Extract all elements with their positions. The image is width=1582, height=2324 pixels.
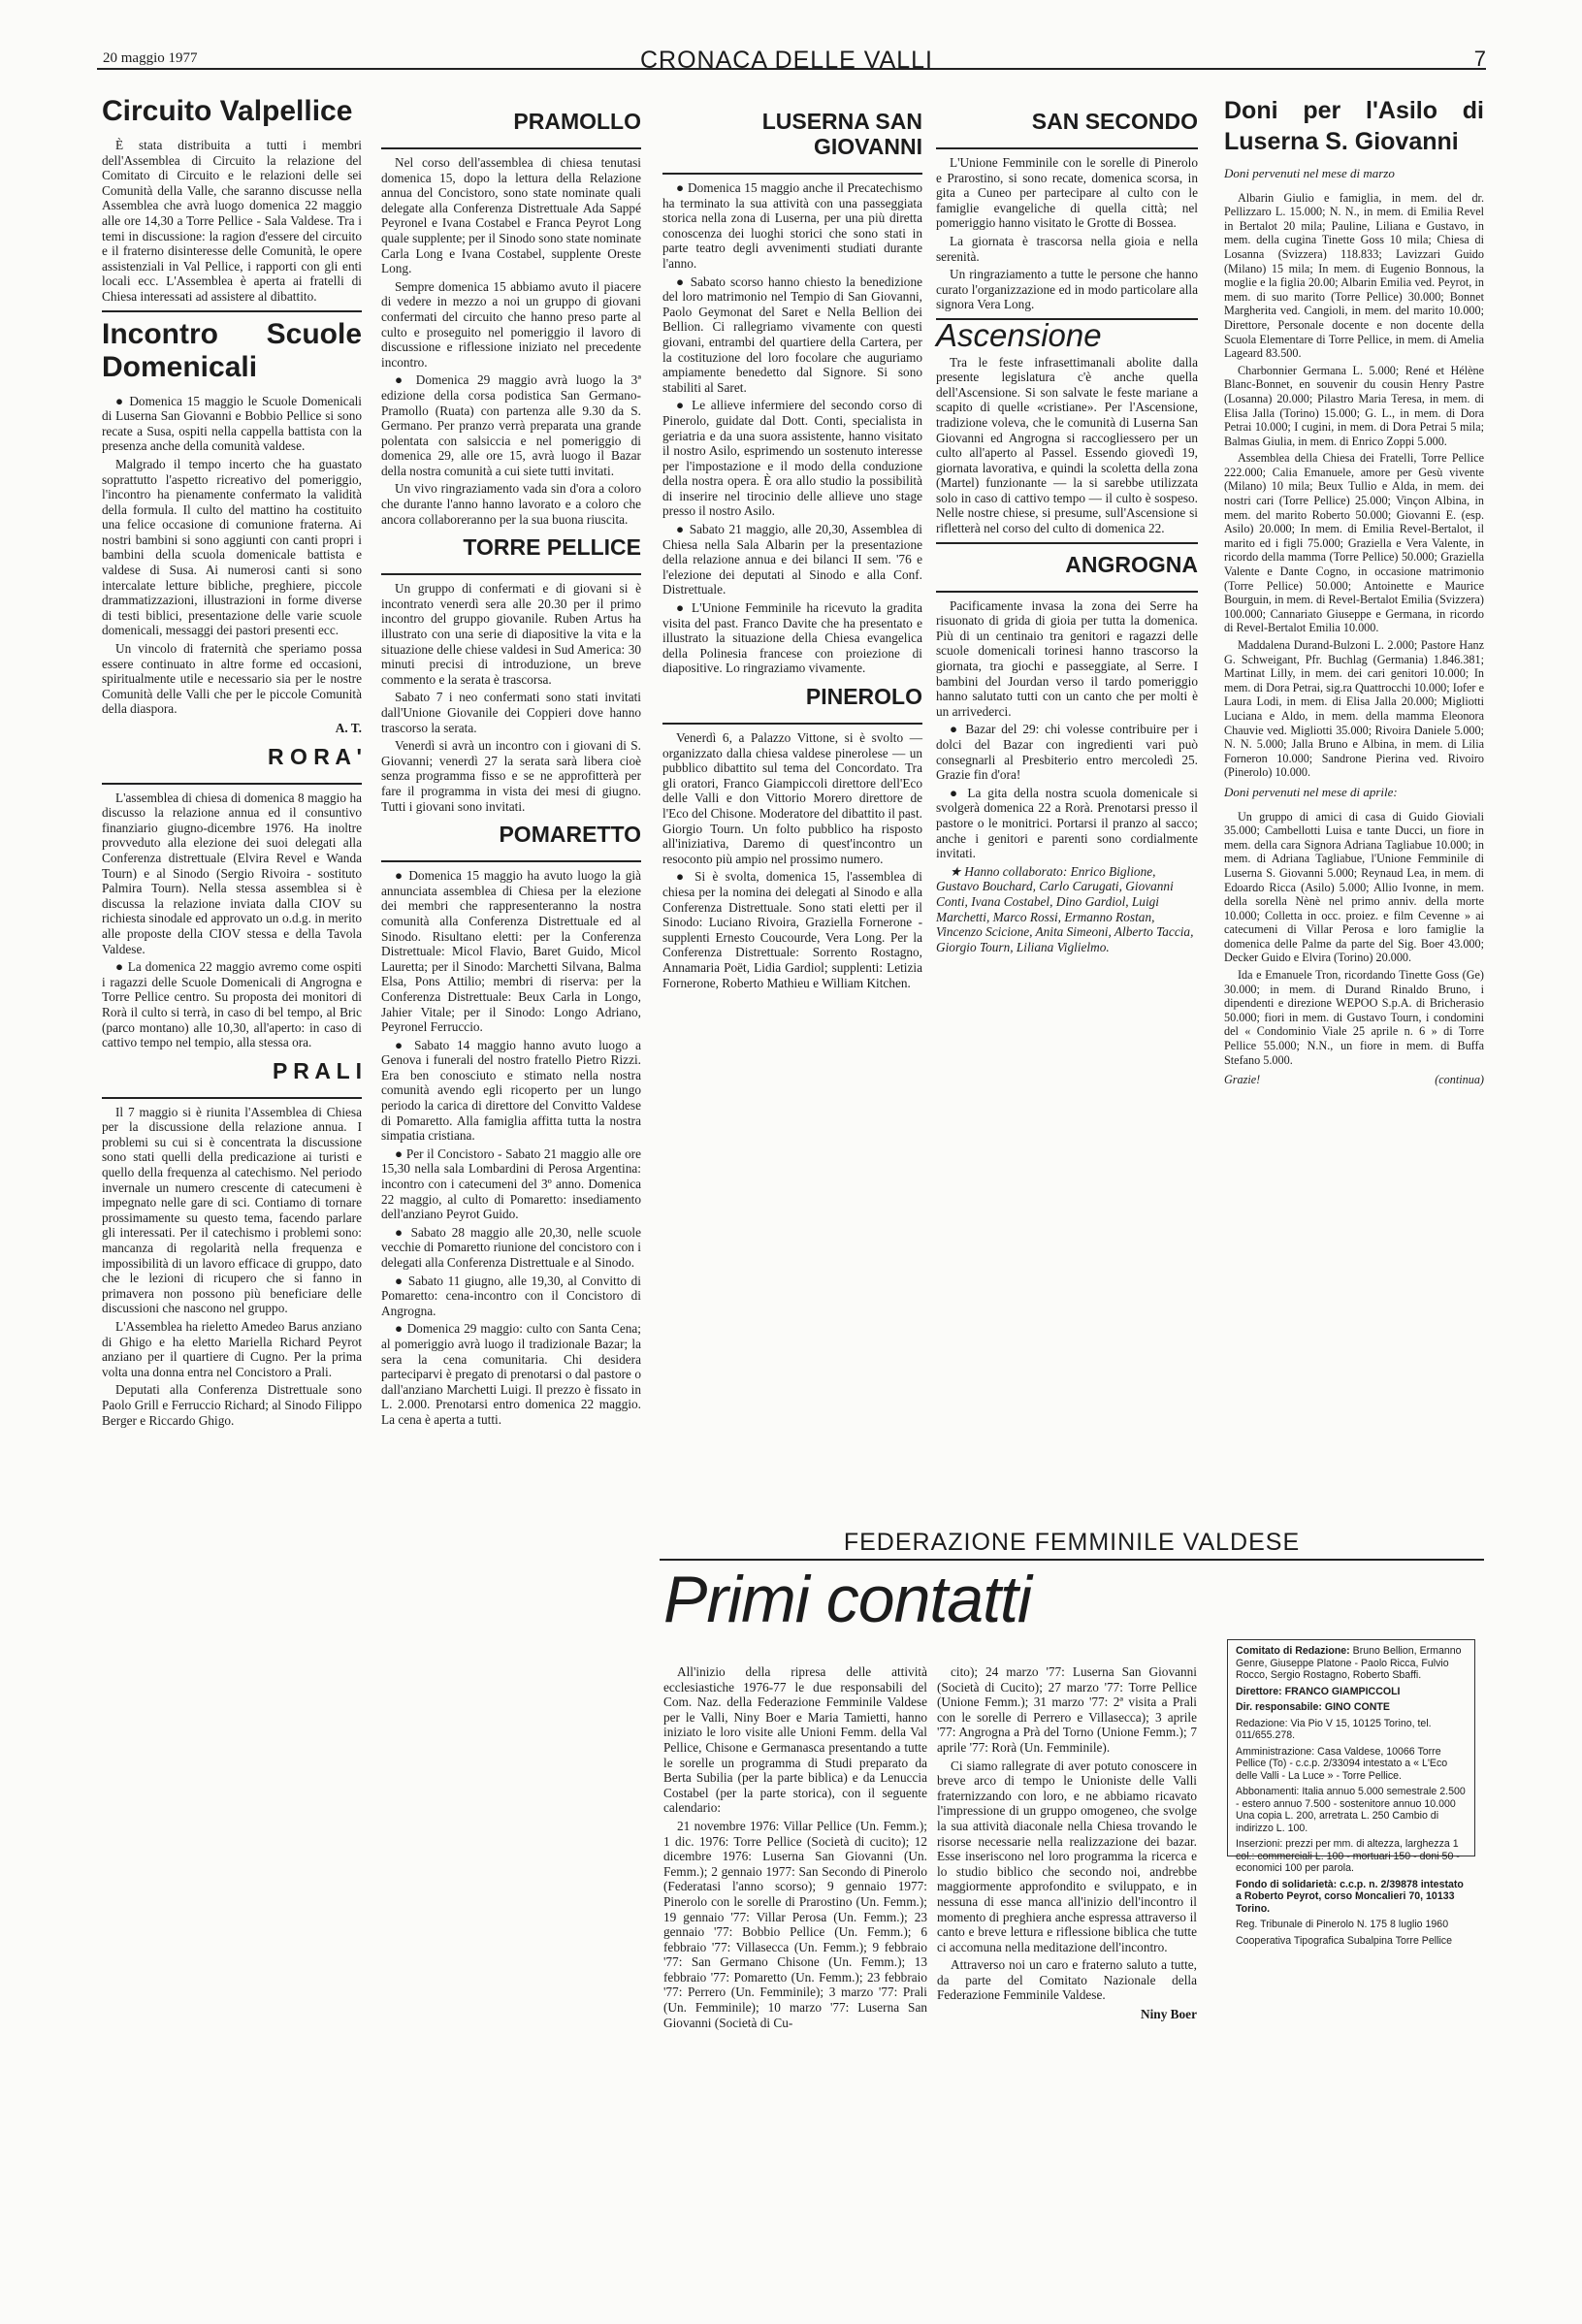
section-heading: R O R A ' bbox=[267, 743, 362, 769]
column-5 bbox=[1224, 95, 1484, 1628]
article-column-a bbox=[663, 1664, 927, 2258]
paragraph: Venerdì si avrà un incontro con i giovani di S. Giovanni; venerdì 27 la serata sarà libera cioè senza programma fisso e se ne approfitterà per fare il programma in vista dei mesi di giugno. Tutti i giovani sono invitati. bbox=[381, 738, 641, 814]
section-heading: P R A L I bbox=[272, 1057, 362, 1083]
section-heading: SAN SECONDO bbox=[1031, 109, 1198, 134]
paragraph: Albarin Giulio e famiglia, in mem. del dr. Pellizzaro L. 15.000; N. N., in mem. di Emilia Revel in Bertalot 20 mila; Pauline, Liliana e Gustavo, in mem. della cugina Tinette Goss 10 mila; Chiesa di Losanna (Svizzera) 118.833; Lavizzari Guido (Milano) 15 mila; In mem. di Eugenio Bonnous, la moglie e la figlia 20.00; Albarin Emilia ved. Peyrot, in mem. di suo marito (Torre Pellice) 30.000; Bonnet Margherita ved. Cangioli, in mem. del marito 10.000; Direttore, Personale docente e non docente della Scuola Elementare di Torre Pellice, in mem. di Amelia Lageard 83.500. bbox=[1224, 190, 1484, 361]
paragraph: Assemblea della Chiesa dei Fratelli, Torre Pellice 222.000; Calia Emanuele, amore per Gesù vivente (Milano) 10 mila; Beux Tullio e Alda, in mem. dei nostri cari (Torre Pellice) 25.000; Vinçon Albina, in mem. del marito Roberto 50.000; Giovanni E. (esp. Asilo) 20.000; In mem. di Emilia Revel-Bertalot, il marito ed i figli 75.000; Graziella e Vera Valente, in ricordo della mamma (Torre Pellice) 50.000; Graziella Valente e Dante Cogno, in occasione matrimonio (Torre Pellice) 50.000; Antoinette e Maurice Bourguin, in mem. di Revel-Bertalot Emilia (Svizzera) 100.000; Cannariato Giuseppe e Germana, in ricordo di Revel-Bertalot Emilia 10.000. bbox=[1224, 451, 1484, 635]
responsible-director: Dir. responsabile: GINO CONTE bbox=[1236, 1701, 1390, 1713]
article-title: Incontro Scuole Domenicali bbox=[102, 317, 362, 383]
divider bbox=[381, 573, 641, 575]
continued-text: (continua) bbox=[1435, 1073, 1484, 1087]
paragraph: La giornata è trascorsa nella gioia e nella serenità. bbox=[936, 233, 1198, 264]
paragraph: ● Sabato 21 maggio, alle 20,30, Assemblea di Chiesa nella Sala Albarin per la presentazione della relazione annua e dei bilanci II sem. '76 e l'elezione dei deputati al Sinodo e alla Conf. Distrettuale. bbox=[662, 522, 922, 597]
column-2 bbox=[381, 101, 641, 2258]
divider bbox=[662, 173, 922, 175]
administration: Amministrazione: Casa Valdese, 10066 Torre Pellice (To) - c.c.p. 2/33094 intestato a « L'Eco delle Valli - La Luce » - Torre Pellice. bbox=[1236, 1745, 1448, 1782]
paragraph: Malgrado il tempo incerto che ha guastato soprattutto l'aspetto ricreativo del pomeriggio, l'incontro ha pienamente confermato la validità della formula. Il culto del mattino ha costituito una felice occasione di comunione fraterna. Ai nostri bambini si sono aggiunti con canti propri i bambini della scuola domenicale battista e valdese di Susa. Ai numerosi canti si sono intercalate letture bibliche, preghiere, piccole drammatizzazioni, illustrazioni in forme diverse di testi biblici, presentazione delle varie scuole domenicali, messaggi dei pastori presenti ecc. bbox=[102, 456, 362, 638]
paragraph: Sabato 7 i neo confermati sono stati invitati dall'Unione Giovanile dei Coppieri dove hanno trascorso la serata. bbox=[381, 690, 641, 735]
director: Direttore: FRANCO GIAMPICCOLI bbox=[1236, 1685, 1401, 1697]
paragraph: Un gruppo di amici di casa di Guido Gioviali 35.000; Cambellotti Luisa e tante Ducci, un fiore in mem. della cara Signora Adriana Tagliabue 10.000; in mem. di Adriana Tagliabue, l'Unione Femminile di Luserna S. Giovanni 5.000; Reynaud Lea, in mem. di Edoardo Ricca (Asilo) 5.000; Allio Ivonne, in mem. della sorella Nènè nel primo anniv. della morte 10.000; Colletta in occ. proiez. e film Cevenne » ai catecumeni di Villar Perosa e loro famiglie la domenica delle Palme da parte del Sig. Boer 43.000; Decker Guido e Elvira (Torino) 20.000. bbox=[1224, 809, 1484, 965]
divider bbox=[381, 860, 641, 862]
editorial-office: Redazione: Via Pio V 15, 10125 Torino, tel. 011/655.278. bbox=[1236, 1717, 1432, 1741]
paragraph: ● Sabato 14 maggio hanno avuto luogo a Genova i funerali del nostro fratello Pietro Rizzi. Era ben conosciuto e stimato nella nostra comunità avendo egli ricoperto per un lungo periodo la carica di direttore del Convitto Valdese di Pomaretto. Alla famiglia affitta tutta la nostra simpatia cristiana. bbox=[381, 1037, 641, 1144]
section-heading: PRAMOLLO bbox=[513, 109, 641, 134]
paragraph: Deputati alla Conferenza Distrettuale sono Paolo Grill e Ferruccio Richard; al Sinodo Filippo Berger e Riccardo Ghigo. bbox=[102, 1382, 362, 1428]
editorial-committee: Comitato di Redazione: Bruno Bellion, Ermanno Genre, Giuseppe Platone - Paolo Ricca, Fulvio Rocco, Sergio Rostagno, Roberto Sbaffi. bbox=[1236, 1645, 1462, 1681]
issue-date: 20 maggio 1977 bbox=[103, 50, 198, 66]
paragraph: ● Sabato scorso hanno chiesto la benedizione del loro matrimonio nel Tempio di San Giovanni, Paolo Geymonat del Saret e Nella Bellion dei Bellion. Ci rallegriamo vivamente con questi giovani, entrambi del quartiere della Cartera, per la costituzione del loro focolare che auguriamo ampiamente benedetto dal Signore. Si sono stabiliti al Saret. bbox=[662, 274, 922, 395]
subheading: Doni pervenuti nel mese di marzo bbox=[1224, 166, 1395, 180]
paragraph: Ci siamo rallegrate di aver potuto conoscere in breve arco di tempo le Unioniste delle Valli fraternizzando con loro, e ne abbiamo ricavato l'impressione di un gruppo omogeneo, che svolge la sua attività diaconale nella Chiesa trovando le risorse necessarie nella realizzazione dei bazar. Esse inseriscono nel loro programma la ricerca e lo studio biblico che secondo noi, andrebbe maggiormente approfondito e sviluppato, e in nessuna di esse manca all'inizio dell'incontro il momento di preghiera anche espressa attraverso il canto e breve lettura e riflessione biblica che tutte ci accomuna nella meditazione dell'incontro. bbox=[937, 1758, 1197, 1954]
paragraph: ● Domenica 29 maggio: culto con Santa Cena; al pomeriggio avrà luogo il tradizionale Bazar; la sera la cena comunitaria. Chi desidera parteciparvi è pregato di prenotarsi o dal pastore o dall'anziano Marchetti Luigi. Il prezzo è fissato in L. 2.000. Prenotarsi entro domenica 22 maggio. La cena è aperta a tutti. bbox=[381, 1321, 641, 1427]
paragraph: L'Unione Femminile con le sorelle di Pinerolo e Prarostino, si sono recate, domenica scorsa, in gita a Cuneo per partecipare al culto con le famiglie evangeliche di quella città; nel pomeriggio hanno visitato le Grotte di Bossea. bbox=[936, 155, 1198, 231]
paragraph: ● Sabato 28 maggio alle 20,30, nelle scuole vecchie di Pomaretto riunione del concistoro con i delegati alla Conferenza Distrettuale e al Sinodo. bbox=[381, 1224, 641, 1270]
paragraph: L'Assemblea ha rieletto Amedeo Barus anziano di Ghigo e ha eletto Mariella Richard Peyrot anziano per il quartiere di Cugno. Per la prima volta una donna entra nel Concistoro a Prali. bbox=[102, 1319, 362, 1379]
column-3 bbox=[662, 101, 922, 1512]
subheading: Doni pervenuti nel mese di aprile: bbox=[1224, 784, 1398, 799]
printer: Cooperativa Tipografica Subalpina Torre Pellice bbox=[1236, 1934, 1452, 1947]
paragraph: Maddalena Durand-Bulzoni L. 2.000; Pastore Hanz G. Schweigant, Pfr. Buchlag (Germania) 1.846.381; Martinat Lilly, in mem. dei cari genitori 10.000; In mem. di Dora Petrai, sig.ra Quattrocchi 10.000; Iofer e Laura Lodi, in mem. di Elisa Jalla 20.000; Migliotti Luciana e Aldo, in mem. della mamma Eleonora Chauvie ved. Migliotti 35.000; Rivoira Daniele 5.000; N. N. 5.000; Jalla Bruno e Albina, in mem. di Lilia Forneron 10.000; Sandrone Pierina ved. Rivoiro (Pinerolo) 10.000. bbox=[1224, 638, 1484, 780]
court-registration: Reg. Tribunale di Pinerolo N. 175 8 luglio 1960 bbox=[1236, 1919, 1449, 1930]
section-heading: LUSERNA SAN GIOVANNI bbox=[761, 109, 922, 159]
article-column-b bbox=[937, 1664, 1197, 2258]
column-4 bbox=[936, 101, 1198, 1512]
paragraph: All'inizio della ripresa delle attività ecclesiastiche 1976-77 le due responsabili del Com. Naz. della Federazione Femminile Valdese per le Valli, Niny Boer e Maria Tamietti, hanno iniziato le loro visite alle Unioni Femm. della Val Pellice, Chisone e Germanasca presentando a tutte le sorelle un programma di Studi preparato da Berta Subilia (per la parte biblica) e da Lenuccia Costabel (per la parte storica), con il seguente calendario: bbox=[663, 1664, 927, 1816]
signature: Niny Boer bbox=[1141, 2007, 1197, 2022]
signature: A. T. bbox=[335, 721, 362, 735]
paragraph: ● La domenica 22 maggio avremo come ospiti i ragazzi delle Scuole Domenicali di Angrogna e Torre Pellice centro. Su proposta dei monitori di Rorà il culto si terrà, in caso di bel tempo, al Bric (parco montano) alle 10,30, all'aperto: in caso di cattivo tempo nel tempio, alla stessa ora. bbox=[102, 959, 362, 1050]
paragraph: ● La gita della nostra scuola domenicale si svolgerà domenica 22 a Rorà. Prenotarsi presso il pastore o le monitrici. Portarsi il pranzo al sacco; anche i genitori e parenti sono cordialmente invitati. bbox=[936, 785, 1198, 861]
paragraph: Pacificamente invasa la zona dei Serre ha risuonato di grida di gioia per tutta la domenica. Più di un centinaio tra genitori e ragazzi delle scuole domenicali torinesi hanno trascorso la giornata, tra giochi e passeggiate, al Serre. I bambini del Jourdan verso il tardo pomeriggio hanno salutato tutti con un canto che per molti è un arrivederci. bbox=[936, 597, 1198, 719]
header-rule bbox=[97, 68, 1486, 70]
paragraph: Un gruppo di confermati e di giovani si è incontrato venerdì sera alle 20.30 per il primo incontro del gruppo giovanile. Ruben Artus ha illustrato con una serie di diapositive la vita e la situazione delle chiese valdesi in Sud America: 30 minuti precisi di introduzione, un breve commento e la serata è trascorsa. bbox=[381, 581, 641, 687]
divider bbox=[936, 147, 1198, 149]
divider bbox=[936, 542, 1198, 544]
solidarity-fund: Fondo di solidarietà: c.c.p. n. 2/39878 intestato a Roberto Peyrot, corso Moncalieri 70, 10133 Torino. bbox=[1236, 1878, 1464, 1915]
paragraph: Nel corso dell'assemblea di chiesa tenutasi domenica 15, dopo la lettura della Relazione annua del Concistoro, sono state nominate quali delegate alla Conferenza Distrettuale Ada Sappé Peyronel e Ivana Costabel e Franca Peyrot Long quale supplente; per il Sinodo sono state nominate Carla Long e Ivana Costabel, supplente Oreste Long. bbox=[381, 155, 641, 276]
banner-rule bbox=[660, 1559, 1484, 1561]
paragraph: ● Domenica 29 maggio avrà luogo la 3ª edizione della corsa podistica San Germano-Pramollo (Ruata) con partenza alle 9.30 da S. Germano. Per pranzo verrà preparata una grande polentata con salsiccia e nel pomeriggio di domenica 29, alle ore 15, avrà luogo il Bazar della nostra comunità a cui siete tutti invitati. bbox=[381, 372, 641, 478]
paragraph: Attraverso noi un caro e fraterno saluto a tutte, da parte del Comitato Nazionale della Federazione Femminile Valdese. bbox=[937, 1957, 1197, 2003]
section-heading: TORRE PELLICE bbox=[463, 534, 641, 561]
paragraph: ● Bazar del 29: chi volesse contribuire per i dolci del Bazar con ingredienti vari può consegnarli al Presbiterio entro mercoledì 25. Grazie fin d'ora! bbox=[936, 722, 1198, 783]
divider bbox=[662, 723, 922, 725]
section-heading: PINEROLO bbox=[805, 684, 922, 709]
paragraph: Un vivo ringraziamento vada sin d'ora a coloro che durante l'anno hanno lavorato e a coloro che ancora collaboreranno per la sua buona riuscita. bbox=[381, 481, 641, 527]
paragraph: ● L'Unione Femminile ha ricevuto la gradita visita del past. Franco Davite che ha presentato e illustrato la situazione della Chiesa evangelica della Polinesia francese con proiezione di diapositive. Lo ringraziamo vivamente. bbox=[662, 600, 922, 676]
article-title: Doni per l'Asilo di Luserna S. Giovanni bbox=[1224, 97, 1484, 155]
subscriptions: Abbonamenti: Italia annuo 5.000 semestrale 2.500 - estero annuo 7.500 - sostenitore annuo 10.000 Una copia L. 200, arretrata L. 250 Cambio di indirizzo L. 100. bbox=[1236, 1786, 1466, 1834]
federation-banner: FEDERAZIONE FEMMINILE VALDESE bbox=[843, 1529, 1301, 1556]
paragraph: ● Domenica 15 maggio ha avuto luogo la già annunciata assemblea di Chiesa per la elezione dei membri che rappresenteranno la nostra comunità alla Conferenza Distrettuale ed al Sinodo. Risultano eletti: per la Conferenza Distrettuale: Micol Flavio, Baret Guido, Micol Lauretta; per il Sinodo: Marchetti Silvana, Balma Elsa, Pons Attilio; membri di riserva: per la Conferenza Distrettuale: Beux Carla in Longo, Jahier Vitale; per il Sinodo: Longo Adriano, Peyronel Ferruccio. bbox=[381, 868, 641, 1035]
divider bbox=[102, 783, 362, 785]
paragraph: ● Sabato 11 giugno, alle 19,30, al Convitto di Pomaretto: cena-incontro con il Concistoro di Angrogna. bbox=[381, 1273, 641, 1318]
paragraph: Tra le feste infrasettimanali abolite dalla presente legislatura c'è anche quella dell'Ascensione. Si son salvate le feste mariane a scapito di quelle «cristiane». Per l'Ascensione, tradizione voleva, che le comunità di Luserna San Giovanni ed Angrogna si raccogliessero per un culto all'aperto al Passel. Essendo giovedì 19, giornata lavorativa, e quindi la scoletta della zona (Martel) funzionante — la si sarebbe utilizzata solo in caso di cattivo tempo — il culto è sospeso. Nelle nostre chiese, si presume, sull'Ascensione si rifletterà nel corso del culto di domenica 22. bbox=[936, 354, 1198, 536]
paragraph: Ida e Emanuele Tron, ricordando Tinette Goss (Ge) 30.000; in mem. di Durand Rinaldo Bruno, i dipendenti e direzione WEPOO S.p.A. di Bricherasio 50.000; fiori in mem. di Gustavo Tourn, i condomini del « Condominio Viale 25 aprile n. 6 » di Torre Pellice 55.000; N.N., un fiore in mem. di Buffa Stefano 5.000. bbox=[1224, 968, 1484, 1067]
paragraph: ● Si è svolta, domenica 15, l'assemblea di chiesa per la nomina dei delegati al Sinodo e alla Conferenza Distrettuale. Sono stati eletti per il Sinodo: Luciano Rivoira, Graziella Fornerone - supplenti Ernesto Coucourde, Vera Long. Per la Conferenza Distrettuale: Sorrento Rostagno, Annamaria Poët, Lidia Gardiol; supplenti: Letizia Fornerone, Roberto Mathieu e William Kitchen. bbox=[662, 869, 922, 990]
paragraph: Sempre domenica 15 abbiamo avuto il piacere di vedere in mezzo a noi un gruppo di giovani confermati del circuito che hanno preso parte al culto e proseguito nel pomeriggio il lavoro di discussione e riflessione iniziato nel precedente incontro. bbox=[381, 278, 641, 370]
article-title: Primi contatti bbox=[663, 1563, 1031, 1636]
divider bbox=[102, 310, 362, 312]
article-title: Circuito Valpellice bbox=[102, 95, 353, 127]
thanks-text: Grazie! bbox=[1224, 1073, 1261, 1087]
paragraph: Venerdì 6, a Palazzo Vittone, si è svolto — organizzato dalla chiesa valdese pinerolese — un pubblico dibattito sul tema del Concordato. Tra gli oratori, Franco Giampiccoli direttore dell'Eco delle Valli e don Vittorio Morero direttore de l'Eco del Chisone. Moderatore del dibattito il past. Giorgio Tourn. Un folto pubblico ha risposto all'iniziativa, Daremo di quest'incontro un resoconto più ampio nel prossimo numero. bbox=[662, 730, 922, 866]
advertising: Inserzioni: prezzi per mm. di altezza, larghezza 1 col.: commerciali L. 100 - mortuari 150 - doni 50 - economici 100 per parola. bbox=[1236, 1838, 1460, 1874]
paragraph: ● Per il Concistoro - Sabato 21 maggio alle ore 15,30 nella sala Lombardini di Perosa Argentina: incontro con i catecumeni del 3º anno. Domenica 22 maggio, al culto di Pomaretto: insediamento dell'anziano Peyrot Guido. bbox=[381, 1146, 641, 1222]
page-number: 7 bbox=[1473, 47, 1486, 71]
divider bbox=[936, 591, 1198, 593]
divider bbox=[381, 147, 641, 149]
paragraph: ● Le allieve infermiere del secondo corso di Pinerolo, guidate dal Dott. Conti, specialista in geriatria e da una suora assistente, hanno visitato il nostro Asilo, esprimendo un sostenuto interesse per l'impostazione e il modo della conduzione della nostra opera. È ora allo studio la possibilità di inserire nel tirocinio delle allieve uno stage presso il nostro Asilo. bbox=[662, 398, 922, 519]
paragraph: Charbonnier Germana L. 5.000; René et Hélène Blanc-Bonnet, en souvenir du cousin Henry Pastre (Losanna) 20.000; Pilastro Maria Teresa, in mem. di Elisa Jalla (Torino) 15.000; G. L., in mem. di Dora Petrai 10.000; I cugini, in mem. di Dora Petrai 5 mila; Balmas Giulia, in mem. di Enrico Zoppi 5.000. bbox=[1224, 363, 1484, 448]
masthead-box bbox=[1227, 1639, 1475, 1947]
paragraph: ● Domenica 15 maggio anche il Precatechismo ha terminato la sua attività con una passeggiata storica nella zona di Luserna, per una più diretta conoscenza dei luoghi storici che sono stati in parte teatro degli avvenimenti studiati durante l'anno. bbox=[662, 180, 922, 271]
paragraph: Un vincolo di fraternità che speriamo possa essere continuato in altre forme ed occasioni, spiritualmente utile e necessario sia per le nostre Comunità delle Valli che per le piccole Comunità della diaspora. bbox=[102, 641, 362, 717]
footer-line bbox=[1224, 1073, 1484, 1087]
paragraph: Un ringraziamento a tutte le persone che hanno curato l'organizzazione ed in modo particolare alla signora Vera Long. bbox=[936, 267, 1198, 312]
paragraph: cito); 24 marzo '77: Luserna San Giovanni (Società di Cucito); 27 marzo '77: Torre Pellice (Unione Femm.); 31 marzo '77: 2ª visita a Prali con le sorelle di Perrero e Villasecca); 3 aprile '77: Angrogna a Prà del Torno (Unione Femm.); 7 aprile '77: Rorà (Un. Femminile). bbox=[937, 1664, 1197, 1755]
paragraph: L'assemblea di chiesa di domenica 8 maggio ha discusso la relazione annua ed il consuntivo finanziario giugno-dicembre 1976. Ha inoltre provveduto alla elezione dei suoi delegati alla Conferenza distrettuale (Elvira Revel e Wanda Tourn) e al Sinodo (Sergio Rivoira - sostituto Palmira Tourn). Nella stessa assemblea si è discussa la relazione inviata dalla CIOV su richiesta sinodale ed approvato un o.d.g. in merito alle proposte della CIOV stessa e della Tavola Valdese. bbox=[102, 790, 362, 956]
section-heading: POMARETTO bbox=[499, 822, 641, 848]
article-title: Ascensione bbox=[936, 316, 1102, 353]
divider bbox=[102, 1097, 362, 1099]
section-heading: ANGROGNA bbox=[1065, 551, 1198, 577]
paragraph: È stata distribuita a tutti i membri dell'Assemblea di Circuito la relazione del Comitato di Circuito e le relazioni delle sei Comunità della Valle, che saranno discusse nella Assemblea che avrà luogo domenica 22 maggio alle ore 14,30 a Torre Pellice - Sala Valdese. Tra i temi in discussione: la ragion d'essere del circuito e il fraterno disinteresse delle Comunità, le opere assistenziali in Val Pellice, i rapporti con gli enti locali ecc. L'Assemblea è aperta ai fratelli di Chiesa interessati ad assistere al dibattito. bbox=[102, 138, 362, 304]
section-title: CRONACA DELLE VALLI bbox=[640, 47, 933, 74]
paragraph: 21 novembre 1976: Villar Pellice (Un. Femm.); 1 dic. 1976: Torre Pellice (Società di cucito); 12 dicembre 1976: Luserna San Giovanni (Un. Femm.); 2 gennaio 1977: San Secondo di Pinerolo (Federatasi l'anno scorso); 9 gennaio 1977: Pinerolo con le sorelle di Prarostino (Un. Femm.); 19 gennaio '77: Villar Perosa (Un. Femm.); 23 gennaio '77: Bobbio Pellice (Un. Femm.); 6 febbraio '77: Villasecca (Un. Femm.); 9 febbraio '77: San Germano Chisone (Un. Femm.); 13 febbraio '77: Pomaretto (Un. Femm.); 23 febbraio '77: Perrero (Un. Femminile); 3 marzo '77: Prali (Un. Femminile); 10 marzo '77: Luserna San Giovanni (Società di Cu- bbox=[663, 1818, 927, 2030]
paragraph: ● Domenica 15 maggio le Scuole Domenicali di Luserna San Giovanni e Bobbio Pellice si sono recate a Susa, ospiti nella cappella battista con la presenza anche della comunità valdese. bbox=[102, 393, 362, 454]
paragraph: Il 7 maggio si è riunita l'Assemblea di Chiesa per la discussione della relazione annua. I problemi su cui si è concentrata la discussione sono stati quelli della predicazione ai turisti e quello della frequenza al catechismo. Nel periodo invernale un numero crescente di catecumeni è impegnato nelle gare di sci. Contiamo di tornare prossimamente su questo tema, facendo parlare gli interessati. Per il catechismo i problemi sono: mancanza di regolarità nella frequenza e impossibilità di un lavoro efficace di gruppo, dato che le lezioni di ricupero che si fanno in primavera non possono più beneficiare delle discussioni che nascono nel gruppo. bbox=[102, 1104, 362, 1316]
contributors-note: ★ Hanno collaborato: Enrico Biglione, Gustavo Bouchard, Carlo Carugati, Giovanni Conti, Ivana Costabel, Dino Gardiol, Luigi Marchetti, Marco Rossi, Ermanno Rostan, Vincenzo Scicione, Anita Simeoni, Alberto Taccia, Giorgio Tourn, Liliana Viglielmo. bbox=[936, 863, 1194, 954]
column-1 bbox=[102, 95, 362, 2258]
